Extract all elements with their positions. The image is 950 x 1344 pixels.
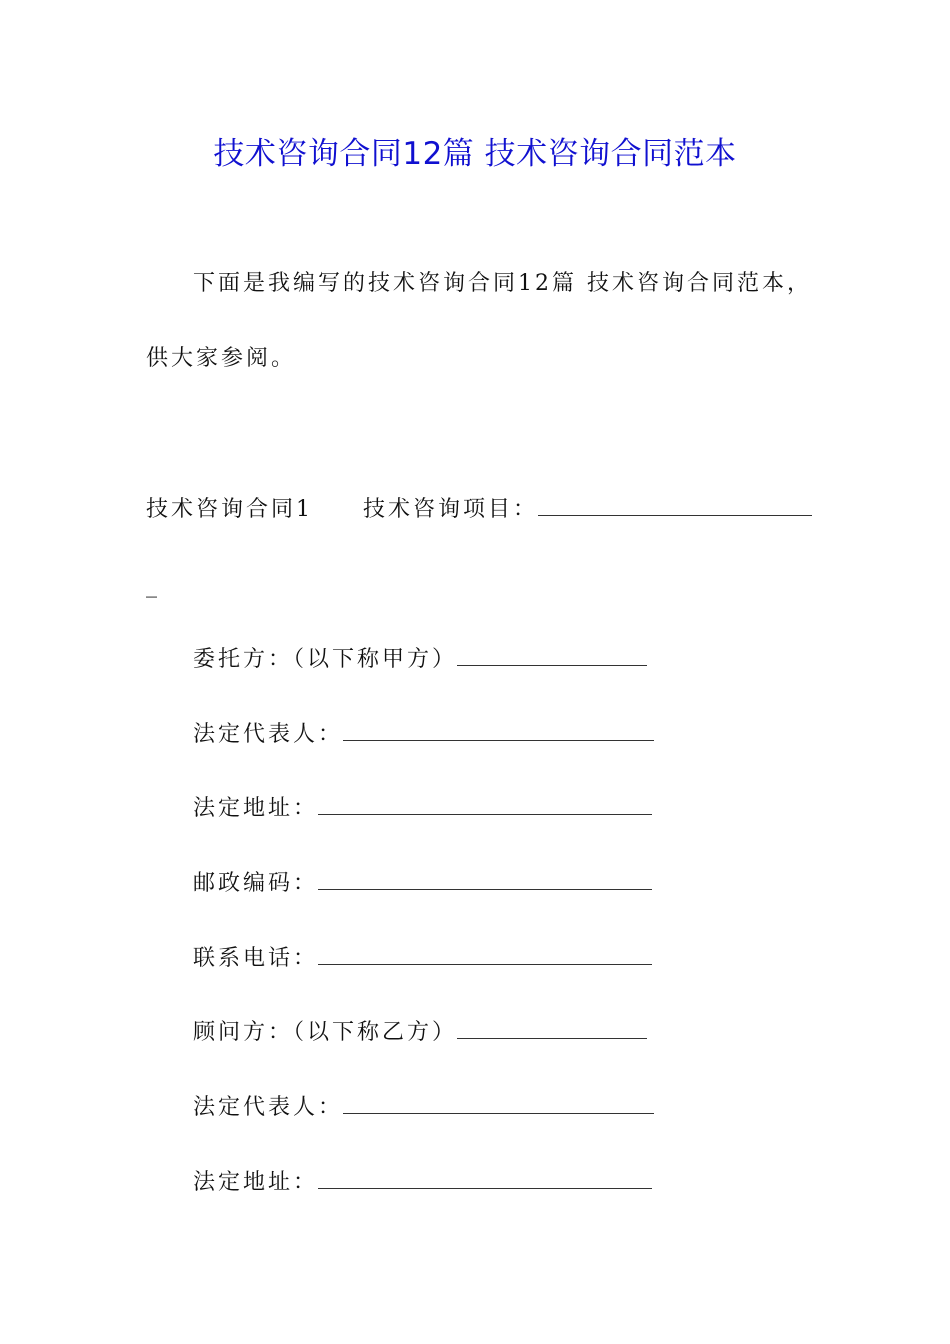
field-row — [193, 1166, 652, 1199]
field-blank-line — [318, 867, 652, 890]
field-label: 法定地址： — [193, 1170, 319, 1195]
field-blank-line — [457, 643, 647, 666]
field-label: 邮政编码： — [193, 871, 319, 896]
field-row — [193, 718, 654, 751]
field-label: 法定地址： — [193, 796, 319, 821]
field-row — [193, 1016, 647, 1049]
document-title: 技术咨询合同12篇 技术咨询合同范本 — [213, 136, 737, 172]
project-label: 技术咨询项目： — [363, 497, 539, 522]
intro-paragraph-line-1: 下面是我编写的技术咨询合同12篇 技术咨询合同范本， — [193, 271, 812, 296]
field-blank-line — [343, 1091, 654, 1114]
field-blank-line — [318, 942, 652, 965]
field-blank-line — [318, 1166, 652, 1189]
field-row — [193, 867, 652, 900]
field-label: 顾问方：（以下称乙方） — [193, 1020, 458, 1045]
contract-name: 技术咨询合同1 — [146, 497, 313, 522]
field-label: 联系电话： — [193, 946, 319, 971]
continuation-mark: _ — [146, 573, 157, 598]
field-row — [193, 643, 647, 676]
project-blank-line — [538, 493, 812, 516]
field-label: 法定代表人： — [193, 1095, 344, 1120]
field-blank-line — [318, 792, 652, 815]
field-blank-line — [457, 1016, 647, 1039]
contract-heading-row — [146, 493, 812, 526]
field-row — [193, 1091, 654, 1124]
field-row — [193, 792, 652, 825]
intro-paragraph-line-2: 供大家参阅。 — [146, 346, 297, 371]
field-row — [193, 942, 652, 975]
field-blank-line — [343, 718, 654, 741]
field-label: 法定代表人： — [193, 722, 344, 747]
field-label: 委托方：（以下称甲方） — [193, 647, 458, 672]
